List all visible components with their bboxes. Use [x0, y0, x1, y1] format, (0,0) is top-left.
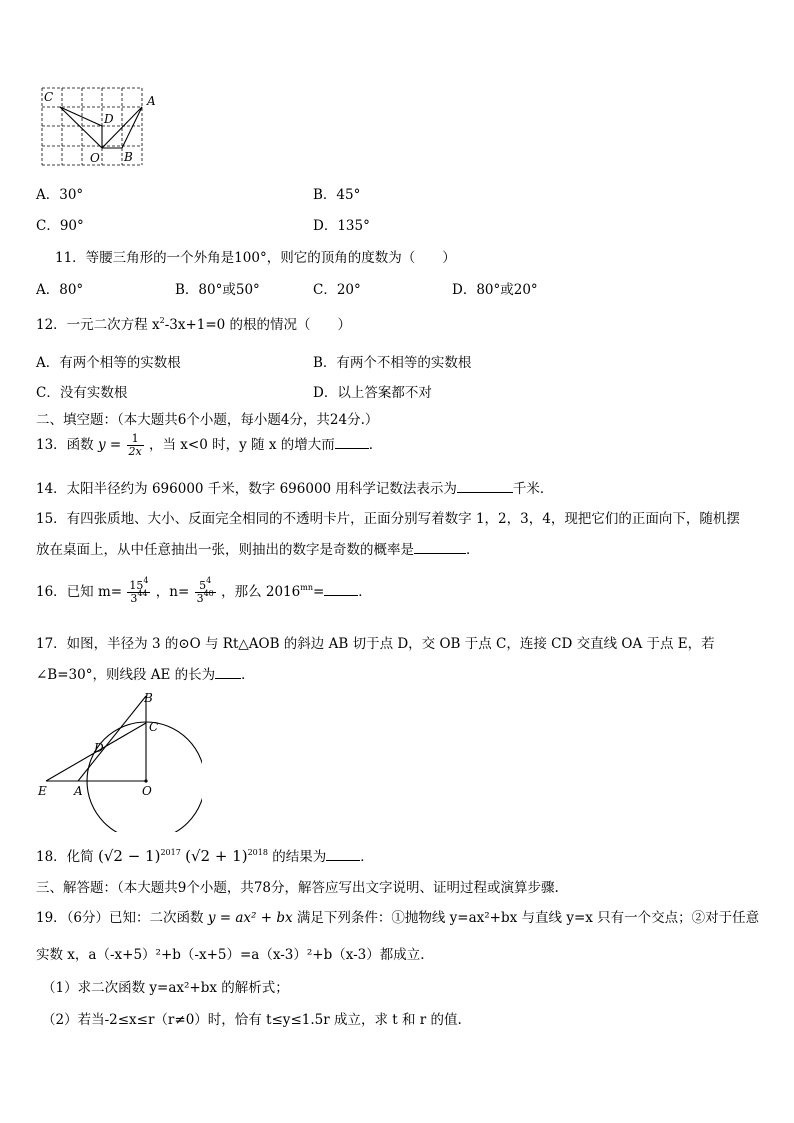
- label-E: E: [38, 784, 47, 798]
- q15-line1: 15．有四张质地、大小、反面完全相同的不透明卡片，正面分别写着数字 1，2，3，4，现把它们的正面向下，随机摆: [36, 511, 740, 527]
- q14: 14．太阳半径约为 696000 千米，数字 696000 用科学记数法表示为 千米．: [36, 481, 554, 497]
- label-O: O: [90, 151, 100, 165]
- segment-CO: [60, 107, 102, 148]
- q13: 13．函数 y = $\frac{1}{2x}$ ，当 x<0 时，y 随 x 的增大而 ．: [36, 432, 383, 458]
- q18-expr2: (√2 + 1): [185, 847, 248, 865]
- segment-BA: [78, 696, 146, 781]
- q10-option-a: A．30°: [36, 187, 84, 203]
- q12-option-d: D．以上答案都不对: [313, 385, 432, 401]
- q19-line2: 实数 x，a（-x+5）²+b（-x+5）=a（x-3）²+b（x-3）都成立.: [36, 947, 425, 963]
- q16-fraction-m: $\frac{15^4}{3^{44}}$: [129, 576, 149, 605]
- q17-line2: ∠B=30°，则线段 AE 的长为 ．: [36, 667, 255, 683]
- q10-grid-figure: [36, 86, 162, 166]
- q12-option-b: B．有两个不相等的实数根: [313, 355, 472, 371]
- q11-stem: 11．等腰三角形的一个外角是100°，则它的顶角的度数为（ ）: [55, 250, 456, 266]
- label-A: A: [147, 94, 156, 108]
- q11-option-b: B．80°或50°: [175, 282, 260, 298]
- label-D: D: [94, 741, 104, 755]
- q19-line1: 19．（6分）已知：二次函数 y = ax² + bx 满足下列条件：①抛物线 y=ax²+bx 与直线 y=x 只有一个交点；②对于任意: [36, 910, 760, 926]
- q17-line1: 17．如图，半径为 3 的⊙O 与 Rt△AOB 的斜边 AB 切于点 D，交 OB 于点 C，连接 CD 交直线 OA 于点 E，若: [36, 636, 715, 652]
- q16: 16．已知 m= $\frac{15^4}{3^{44}}$ ，n= $\frac{5^4}{3^{40}}$ ，那么 $2016^{mn}=$ ．: [36, 576, 372, 605]
- q18: 18．化简 $(√2 - 1)^{2017}$ $(√2 + 1)^{2018}$ 的结果为 ．: [36, 847, 374, 865]
- label-C: C: [149, 720, 159, 734]
- label-D: D: [104, 112, 114, 126]
- center-O-dot: [144, 779, 147, 782]
- q10-option-b: B．45°: [313, 187, 361, 203]
- section-3-heading: 三、解答题：（本大题共9个小题，共78分，解答应写出文字说明、证明过程或演算步骤.: [36, 880, 559, 896]
- q10-option-c: C．90°: [36, 218, 84, 234]
- section-2-heading: 二、填空题：（本大题共6个小题，每小题4分，共24分.）: [36, 412, 379, 428]
- segment-CD: [60, 107, 102, 126]
- q12-option-a: A．有两个相等的实数根: [36, 355, 181, 371]
- q12-stem: 12．一元二次方程 $x^2-3x+1=0$ 的根的情况（ ）: [36, 316, 352, 333]
- segment-BA: [122, 107, 142, 148]
- q11-option-a: A．80°: [36, 282, 84, 298]
- q17-circle-figure: [36, 690, 202, 832]
- q18-expr1: (√2 − 1): [97, 847, 161, 865]
- circle-O: [87, 722, 202, 832]
- label-A: A: [74, 784, 83, 798]
- label-O: O: [142, 784, 152, 798]
- label-C: C: [44, 90, 54, 104]
- q10-option-d: D．135°: [313, 218, 370, 234]
- q12-option-c: C．没有实数根: [36, 385, 128, 401]
- q19-sub2: （2）若当-2≤x≤r（r≠0）时，恰有 t≤y≤1.5r 成立，求 t 和 r 的值.: [42, 1012, 462, 1028]
- q16-fraction-n: $\frac{5^4}{3^{40}}$: [196, 576, 214, 605]
- q19-sub1: （1）求二次函数 y=ax²+bx 的解析式；: [42, 980, 289, 996]
- q11-option-c: C．20°: [313, 282, 361, 298]
- q13-fraction: $\frac{1}{2x}$: [128, 432, 142, 458]
- q11-option-d: D．80°或20°: [452, 282, 538, 298]
- label-B: B: [124, 150, 133, 164]
- label-B: B: [144, 691, 153, 705]
- q15-line2: 放在桌面上，从中任意抽出一张，则抽出的数字是奇数的概率是 ．: [36, 542, 480, 558]
